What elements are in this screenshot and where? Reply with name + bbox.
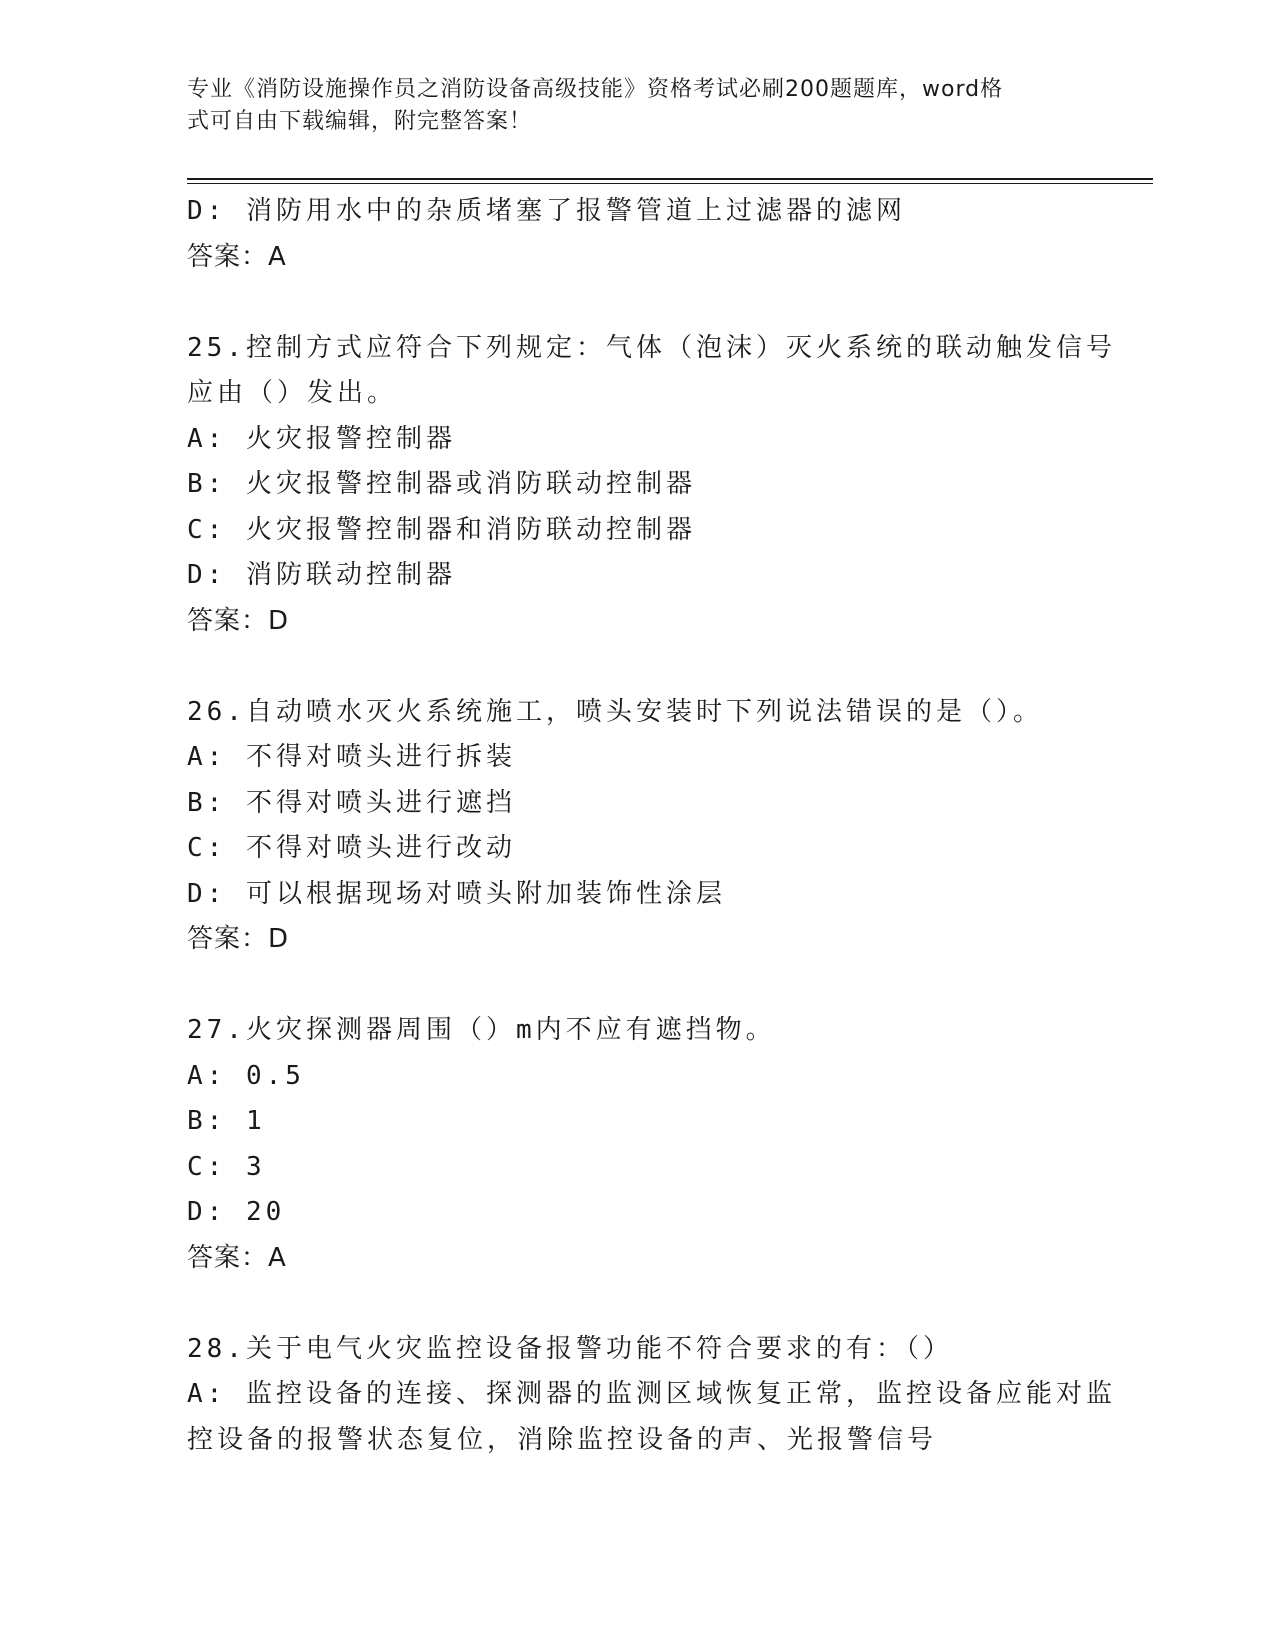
- option-d: D: 消防联动控制器: [187, 560, 456, 590]
- option-a: A: 不得对喷头进行拆装: [187, 742, 516, 772]
- question-28: [187, 1327, 1116, 1464]
- document-header: [187, 74, 1067, 138]
- answer: 答案：D: [187, 924, 290, 954]
- option-b: B: 火灾报警控制器或消防联动控制器: [187, 469, 696, 499]
- header-line-1: 专业《消防设施操作员之消防设备高级技能》资格考试必刷200题题库，word格: [187, 77, 1004, 102]
- question-26: [187, 690, 1087, 963]
- option-c: C: 火灾报警控制器和消防联动控制器: [187, 514, 696, 545]
- question-list: [187, 189, 1116, 1463]
- option-d: D: 可以根据现场对喷头附加装饰性涂层: [187, 878, 726, 909]
- option-d: D: 消防用水中的杂质堵塞了报警管道上过滤器的滤网: [187, 196, 906, 226]
- question-stem-cont: 应由（）发出。: [187, 378, 398, 408]
- header-line-2: 式可自由下载编辑，附完整答案！: [187, 109, 533, 134]
- spacer: [187, 280, 1087, 326]
- option-a-cont: 控设备的报警状态复位，消除监控设备的声、光报警信号: [187, 1424, 938, 1455]
- answer: 答案：A: [187, 241, 287, 272]
- question-24-tail: [187, 189, 1087, 280]
- question-stem: 28.关于电气火灾监控设备报警功能不符合要求的有：（）: [187, 1333, 953, 1364]
- option-a: A: 火灾报警控制器: [187, 423, 456, 454]
- question-25: [187, 326, 1116, 645]
- option-c: C: 不得对喷头进行改动: [187, 833, 516, 863]
- answer: 答案：D: [187, 605, 290, 636]
- option-b: B: 1: [187, 1106, 266, 1136]
- option-a: A: 0.5: [187, 1060, 305, 1091]
- spacer: [187, 1281, 1087, 1327]
- question-stem: 27.火灾探测器周围（）m内不应有遮挡物。: [187, 1015, 776, 1045]
- spacer: [187, 644, 1087, 690]
- question-27: [187, 1008, 1087, 1281]
- question-stem: 26.自动喷水灭火系统施工，喷头安装时下列说法错误的是（）。: [187, 696, 1043, 727]
- spacer: [187, 963, 1087, 1009]
- option-d: D: 20: [187, 1197, 286, 1227]
- option-c: C: 3: [187, 1151, 266, 1182]
- question-stem: 25.控制方式应符合下列规定：气体（泡沫）灭火系统的联动触发信号: [187, 332, 1116, 363]
- header-divider-thick: [187, 178, 1153, 180]
- option-b: B: 不得对喷头进行遮挡: [187, 787, 516, 818]
- header-divider-thin: [187, 183, 1153, 184]
- option-a: A: 监控设备的连接、探测器的监测区域恢复正常，监控设备应能对监: [187, 1379, 1116, 1409]
- answer: 答案：A: [187, 1242, 287, 1273]
